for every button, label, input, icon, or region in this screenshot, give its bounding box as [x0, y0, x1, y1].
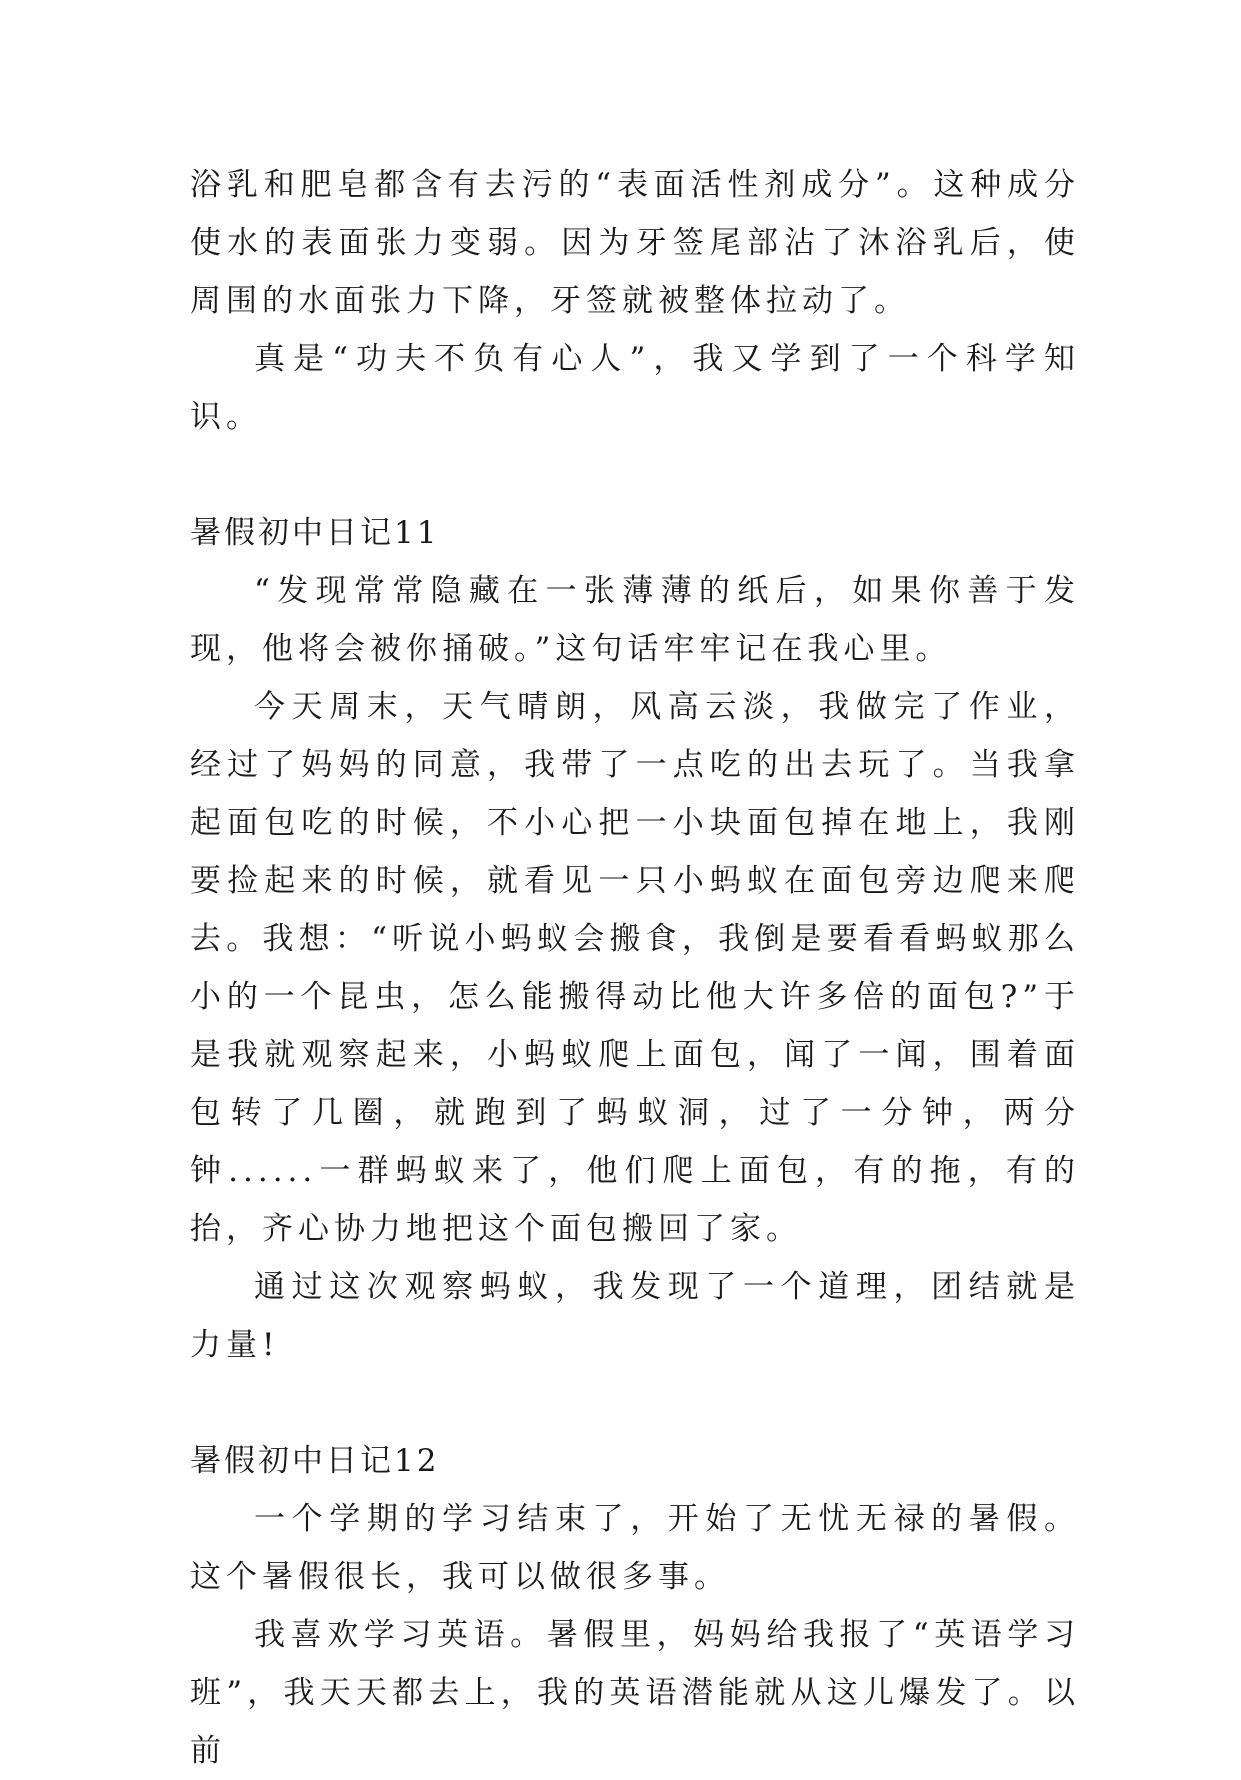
paragraph: 浴乳和肥皂都含有去污的“表面活性剂成分”。这种成分使水的表面张力变弱。因为牙签尾部沾了沐浴乳后，使周围的水面张力下降，牙签就被整体拉动了。	[190, 167, 1080, 319]
section-gap	[190, 1374, 1080, 1432]
document-body	[190, 156, 1080, 1780]
section-title: 暑假初中日记12	[190, 1443, 440, 1479]
paragraph: 今天周末，天气晴朗，风高云淡，我做完了作业，经过了妈妈的同意，我带了一点吃的出去玩了。当我拿起面包吃的时候，不小心把一小块面包掉在地上，我刚要捡起来的时候，就看见一只小蚂蚁在面包旁边爬来爬去。我想：“听说小蚂蚁会搬食，我倒是要看看蚂蚁那么小的一个昆虫，怎么能搬得动比他大许多倍的面包?”于是我就观察起来，小蚂蚁爬上面包，闻了一闻，围着面包转了几圈，就跑到了蚂蚁洞，过了一分钟，两分钟......一群蚂蚁来了，他们爬上面包，有的拖，有的抬，齐心协力地把这个面包搬回了家。	[190, 689, 1080, 1247]
section-gap	[190, 446, 1080, 504]
paragraph: 一个学期的学习结束了，开始了无忧无禄的暑假。这个暑假很长，我可以做很多事。	[190, 1501, 1080, 1595]
paragraph: 我喜欢学习英语。暑假里，妈妈给我报了“英语学习班”，我天天都去上，我的英语潜能就从这儿爆发了。以前	[190, 1617, 1080, 1769]
section-title: 暑假初中日记11	[190, 515, 440, 551]
paragraph: 真是“功夫不负有心人”，我又学到了一个科学知识。	[190, 341, 1080, 435]
paragraph: “发现常常隐藏在一张薄薄的纸后，如果你善于发现，他将会被你捅破。”这句话牢牢记在我心里。	[190, 573, 1080, 667]
paragraph: 通过这次观察蚂蚁，我发现了一个道理，团结就是力量!	[190, 1269, 1080, 1363]
